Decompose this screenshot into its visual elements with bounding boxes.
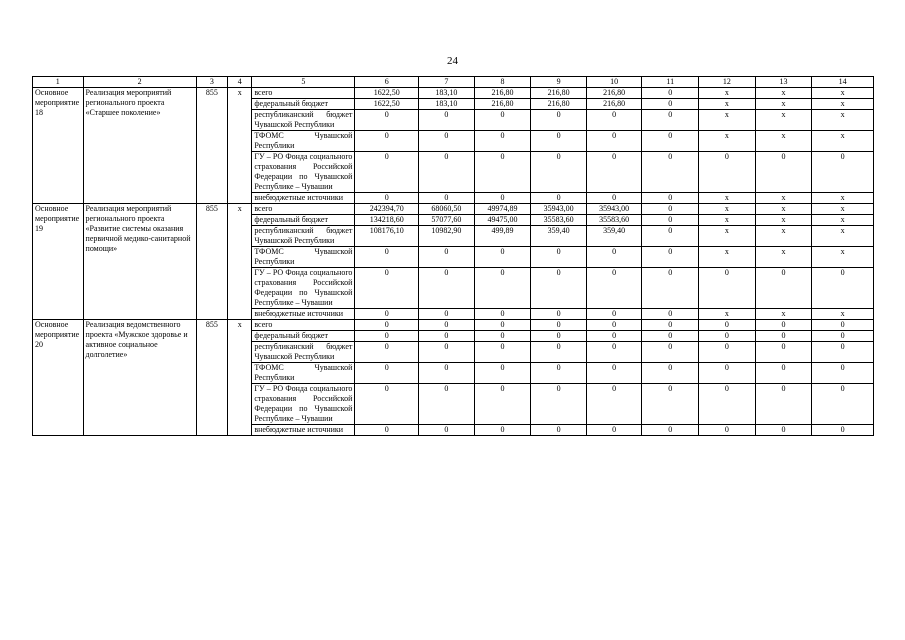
value-cell: 0 (812, 342, 874, 363)
value-cell: 0 (419, 110, 475, 131)
value-cell: x (699, 88, 756, 99)
value-cell: 0 (474, 425, 531, 436)
value-cell: 0 (355, 363, 419, 384)
value-cell: 0 (586, 131, 642, 152)
value-cell: 0 (699, 331, 756, 342)
value-cell: x (755, 226, 812, 247)
value-cell: 0 (642, 342, 699, 363)
value-cell: 0 (699, 342, 756, 363)
value-cell: 0 (419, 193, 475, 204)
value-cell: 49974,89 (474, 204, 531, 215)
header-cell: 14 (812, 77, 874, 88)
value-cell: 0 (419, 342, 475, 363)
funding-source: ТФОМС Чувашской Республики (252, 131, 355, 152)
value-cell: 0 (642, 88, 699, 99)
project-name: Реализация мероприятий регионального проекта «Старшее поколение» (83, 88, 196, 204)
project-name: Реализация ведомственного проекта «Мужское здоровье и активное социальное долголетие» (83, 320, 196, 436)
value-cell: 0 (586, 268, 642, 309)
value-cell: 216,80 (474, 88, 531, 99)
funding-source: ГУ – РО Фонда социального страхования Российской Федерации по Чувашской Республике – Чувашии (252, 384, 355, 425)
event-label: Основное мероприятие 19 (33, 204, 84, 320)
value-cell: 0 (531, 110, 587, 131)
header-cell: 11 (642, 77, 699, 88)
value-cell: x (699, 247, 756, 268)
funding-source: федеральный бюджет (252, 331, 355, 342)
funding-source: ГУ – РО Фонда социального страхования Российской Федерации по Чувашской Республике – Чувашии (252, 268, 355, 309)
value-cell: 359,40 (586, 226, 642, 247)
value-cell: x (699, 193, 756, 204)
value-cell: x (812, 99, 874, 110)
funding-source: ГУ – РО Фонда социального страхования Российской Федерации по Чувашской Республике – Чувашии (252, 152, 355, 193)
header-cell: 1 (33, 77, 84, 88)
value-cell: 242394,70 (355, 204, 419, 215)
value-cell: 0 (812, 152, 874, 193)
value-cell: x (812, 131, 874, 152)
value-cell: 0 (755, 425, 812, 436)
table-row (33, 204, 874, 215)
header-cell: 2 (83, 77, 196, 88)
value-cell: 216,80 (586, 99, 642, 110)
value-cell: 359,40 (531, 226, 587, 247)
value-cell: 0 (474, 268, 531, 309)
funding-source: внебюджетные источники (252, 309, 355, 320)
value-cell: 0 (642, 247, 699, 268)
value-cell: 0 (642, 363, 699, 384)
value-cell: 0 (474, 384, 531, 425)
value-cell: 0 (642, 99, 699, 110)
value-cell: 0 (755, 363, 812, 384)
header-cell: 3 (196, 77, 227, 88)
table-row (33, 88, 874, 99)
value-cell: 0 (812, 268, 874, 309)
value-cell: 0 (586, 247, 642, 268)
value-cell: x (812, 226, 874, 247)
value-cell: x (755, 88, 812, 99)
value-cell: 0 (531, 363, 587, 384)
header-cell: 4 (228, 77, 252, 88)
value-cell: 216,80 (531, 99, 587, 110)
value-cell: 0 (642, 193, 699, 204)
value-cell: 0 (642, 152, 699, 193)
value-cell: x (755, 193, 812, 204)
value-cell: 35583,60 (586, 215, 642, 226)
value-cell: 57077,60 (419, 215, 475, 226)
header-cell: 7 (419, 77, 475, 88)
value-cell: 0 (474, 110, 531, 131)
header-cell: 12 (699, 77, 756, 88)
value-cell: 0 (699, 152, 756, 193)
project-name: Реализация мероприятий регионального проекта «Развитие системы оказания первичной медико-санитарной помощи» (83, 204, 196, 320)
value-cell: x (812, 193, 874, 204)
header-cell: 6 (355, 77, 419, 88)
header-cell: 13 (755, 77, 812, 88)
value-cell: 0 (474, 193, 531, 204)
header-cell: 8 (474, 77, 531, 88)
value-cell: 0 (419, 363, 475, 384)
value-cell: 0 (419, 331, 475, 342)
value-cell: 0 (474, 247, 531, 268)
value-cell: 0 (586, 110, 642, 131)
value-cell: 10982,90 (419, 226, 475, 247)
value-cell: 0 (355, 320, 419, 331)
value-cell: 0 (419, 309, 475, 320)
marker-cell: x (228, 88, 252, 204)
value-cell: 35943,00 (531, 204, 587, 215)
page-number: 24 (447, 55, 458, 67)
value-cell: 0 (812, 331, 874, 342)
value-cell: 0 (755, 268, 812, 309)
value-cell: 0 (531, 193, 587, 204)
value-cell: x (699, 204, 756, 215)
value-cell: 0 (812, 425, 874, 436)
value-cell: 0 (531, 425, 587, 436)
value-cell: 35943,00 (586, 204, 642, 215)
value-cell: 216,80 (586, 88, 642, 99)
value-cell: 0 (586, 193, 642, 204)
value-cell: 0 (531, 384, 587, 425)
value-cell: x (812, 110, 874, 131)
header-cell: 10 (586, 77, 642, 88)
funding-source: федеральный бюджет (252, 99, 355, 110)
value-cell: 0 (586, 384, 642, 425)
event-label: Основное мероприятие 18 (33, 88, 84, 204)
value-cell: 0 (642, 425, 699, 436)
value-cell: 216,80 (531, 88, 587, 99)
value-cell: 499,89 (474, 226, 531, 247)
value-cell: 0 (699, 320, 756, 331)
header-cell: 5 (252, 77, 355, 88)
value-cell: 1622,50 (355, 99, 419, 110)
value-cell: x (755, 110, 812, 131)
value-cell: 0 (355, 342, 419, 363)
value-cell: 0 (586, 363, 642, 384)
value-cell: 0 (355, 384, 419, 425)
value-cell: x (812, 88, 874, 99)
value-cell: 0 (355, 247, 419, 268)
value-cell: 183,10 (419, 88, 475, 99)
value-cell: x (755, 99, 812, 110)
value-cell: 0 (474, 320, 531, 331)
value-cell: 0 (474, 152, 531, 193)
value-cell: 0 (642, 268, 699, 309)
value-cell: 0 (531, 331, 587, 342)
value-cell: x (755, 309, 812, 320)
value-cell: 0 (642, 331, 699, 342)
value-cell: x (699, 309, 756, 320)
value-cell: 0 (699, 384, 756, 425)
funding-source: внебюджетные источники (252, 425, 355, 436)
table-row (33, 320, 874, 331)
value-cell: x (699, 226, 756, 247)
value-cell: 0 (642, 309, 699, 320)
marker-cell: x (228, 204, 252, 320)
value-cell: 0 (642, 384, 699, 425)
value-cell: 0 (812, 363, 874, 384)
value-cell: 0 (531, 320, 587, 331)
value-cell: 134218,60 (355, 215, 419, 226)
code-cell: 855 (196, 204, 227, 320)
value-cell: 0 (586, 425, 642, 436)
value-cell: 0 (812, 320, 874, 331)
value-cell: 0 (755, 320, 812, 331)
value-cell: x (755, 204, 812, 215)
value-cell: 68060,50 (419, 204, 475, 215)
value-cell: 0 (355, 152, 419, 193)
value-cell: x (812, 215, 874, 226)
value-cell: 0 (474, 131, 531, 152)
value-cell: 1622,50 (355, 88, 419, 99)
value-cell: 49475,00 (474, 215, 531, 226)
value-cell: 108176,10 (355, 226, 419, 247)
value-cell: 0 (586, 320, 642, 331)
funding-source: всего (252, 320, 355, 331)
event-label: Основное мероприятие 20 (33, 320, 84, 436)
value-cell: 0 (755, 384, 812, 425)
value-cell: 0 (419, 384, 475, 425)
value-cell: x (755, 247, 812, 268)
value-cell: 0 (419, 131, 475, 152)
value-cell: x (755, 131, 812, 152)
value-cell: 35583,60 (531, 215, 587, 226)
value-cell: 0 (586, 331, 642, 342)
value-cell: 0 (699, 268, 756, 309)
value-cell: 0 (474, 342, 531, 363)
value-cell: 0 (419, 268, 475, 309)
value-cell: 0 (699, 425, 756, 436)
value-cell: 0 (699, 363, 756, 384)
funding-source: республиканский бюджет Чувашской Республики (252, 110, 355, 131)
header-cell: 9 (531, 77, 587, 88)
value-cell: x (699, 131, 756, 152)
funding-source: республиканский бюджет Чувашской Республики (252, 226, 355, 247)
value-cell: 0 (531, 342, 587, 363)
value-cell: 0 (642, 110, 699, 131)
value-cell: 0 (355, 425, 419, 436)
value-cell: x (812, 309, 874, 320)
value-cell: 0 (755, 152, 812, 193)
header-row (33, 77, 874, 88)
value-cell: 0 (474, 331, 531, 342)
funding-source: федеральный бюджет (252, 215, 355, 226)
value-cell: 0 (531, 268, 587, 309)
value-cell: 0 (474, 309, 531, 320)
value-cell: 0 (355, 131, 419, 152)
value-cell: 0 (419, 152, 475, 193)
value-cell: 0 (531, 247, 587, 268)
value-cell: 183,10 (419, 99, 475, 110)
value-cell: x (699, 99, 756, 110)
value-cell: 0 (419, 425, 475, 436)
marker-cell: x (228, 320, 252, 436)
code-cell: 855 (196, 320, 227, 436)
value-cell: 0 (586, 309, 642, 320)
value-cell: 0 (586, 152, 642, 193)
value-cell: x (699, 110, 756, 131)
value-cell: x (812, 204, 874, 215)
funding-source: ТФОМС Чувашской Республики (252, 363, 355, 384)
value-cell: 0 (642, 320, 699, 331)
value-cell: 0 (755, 342, 812, 363)
value-cell: 0 (642, 226, 699, 247)
value-cell: 0 (642, 215, 699, 226)
value-cell: 0 (642, 131, 699, 152)
value-cell: x (699, 215, 756, 226)
value-cell: 0 (531, 131, 587, 152)
funding-source: внебюджетные источники (252, 193, 355, 204)
value-cell: 0 (531, 152, 587, 193)
funding-source: ТФОМС Чувашской Республики (252, 247, 355, 268)
value-cell: x (812, 247, 874, 268)
funding-source: республиканский бюджет Чувашской Республики (252, 342, 355, 363)
value-cell: 0 (355, 309, 419, 320)
funding-source: всего (252, 88, 355, 99)
value-cell: 0 (355, 193, 419, 204)
value-cell: 0 (474, 363, 531, 384)
value-cell: 0 (355, 331, 419, 342)
value-cell: 0 (531, 309, 587, 320)
value-cell: 216,80 (474, 99, 531, 110)
value-cell: 0 (419, 320, 475, 331)
value-cell: 0 (355, 110, 419, 131)
value-cell: 0 (812, 384, 874, 425)
value-cell: 0 (642, 204, 699, 215)
value-cell: 0 (586, 342, 642, 363)
value-cell: 0 (419, 247, 475, 268)
funding-source: всего (252, 204, 355, 215)
value-cell: 0 (755, 331, 812, 342)
funding-table (32, 76, 874, 436)
value-cell: x (755, 215, 812, 226)
value-cell: 0 (355, 268, 419, 309)
code-cell: 855 (196, 88, 227, 204)
